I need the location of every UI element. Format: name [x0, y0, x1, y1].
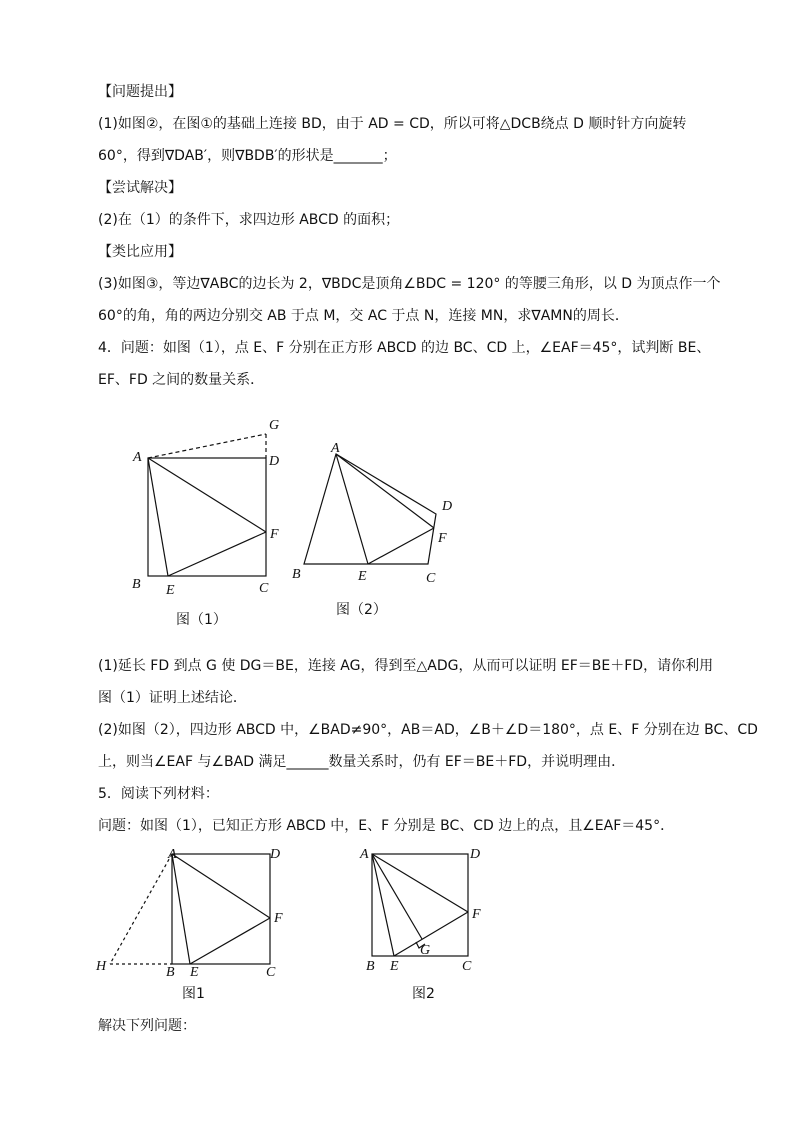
segment-af [336, 454, 434, 528]
text-line: 解决下列问题： [98, 1018, 196, 1034]
label-e: E [390, 959, 399, 974]
label-g: G [420, 943, 431, 958]
segment-af [172, 854, 270, 918]
figure-5-2 [352, 840, 532, 1005]
text-line: 上，则当∠EAF 与∠BAD 满足______数量关系时，仍有 EF＝BE＋FD，并说明理由． [98, 754, 626, 770]
label-d: D [270, 847, 281, 862]
segment-ef [368, 528, 434, 564]
text-line: (1)如图②，在图①的基础上连接 BD，由于 AD = CD，所以可将△DCB绕点 D 顺时针方向旋转 [98, 116, 687, 132]
figure-caption: 图（1） [176, 612, 227, 628]
segment-ef [168, 532, 266, 576]
label-b: B [166, 965, 175, 980]
section-heading-problem: 【问题提出】 [98, 84, 182, 100]
label-a: A [360, 847, 369, 862]
segment-ag [372, 854, 422, 939]
figure-caption: 图2 [412, 986, 435, 1002]
text-line: EF、FD 之间的数量关系． [98, 372, 265, 388]
question-4-heading: 4．问题：如图（1），点 E、F 分别在正方形 ABCD 的边 BC、CD 上，∠EAF＝45°，试判断 BE、 [98, 340, 711, 356]
label-e: E [358, 569, 367, 584]
label-c: C [426, 571, 436, 586]
label-f: F [472, 907, 481, 922]
segment-ag-dashed [148, 434, 266, 458]
figure-caption: 图1 [182, 986, 205, 1002]
label-b: B [132, 577, 141, 592]
label-c: C [259, 581, 269, 596]
label-b: B [292, 567, 301, 582]
section-heading-attempt: 【尝试解决】 [98, 180, 182, 196]
label-c: C [462, 959, 472, 974]
segment-af [148, 458, 266, 532]
label-h: H [96, 959, 107, 974]
question-5-heading: 5．阅读下列材料： [98, 786, 219, 802]
label-d: D [470, 847, 481, 862]
text-line: 问题：如图（1），已知正方形 ABCD 中，E、F 分别是 BC、CD 边上的点，且∠EAF＝45°． [98, 818, 675, 834]
text-line: (1)延长 FD 到点 G 使 DG＝BE，连接 AG，得到至△ADG，从而可以证明 EF＝BE＋FD，请你利用 [98, 658, 714, 674]
label-e: E [190, 965, 199, 980]
segment-ah-dashed [110, 854, 172, 964]
quadrilateral-abcd [304, 454, 436, 564]
segment-ae [172, 854, 190, 964]
text-line: (2)如图（2），四边形 ABCD 中，∠BAD≠90°，AB＝AD，∠B＋∠D＝180°，点 E、F 分别在边 BC、CD [98, 722, 758, 738]
figure-4-2 [286, 430, 466, 620]
label-f: F [438, 531, 447, 546]
segment-ae [148, 458, 168, 576]
text-line: (2)在（1）的条件下，求四边形 ABCD 的面积； [98, 212, 400, 228]
label-f: F [270, 527, 279, 542]
segment-ef [394, 912, 468, 956]
label-g: G [269, 418, 280, 433]
label-d: D [269, 454, 280, 469]
label-a: A [168, 847, 177, 862]
segment-ae [372, 854, 394, 956]
label-f: F [274, 911, 283, 926]
text-line: 60°的角，角的两边分别交 AB 于点 M，交 AC 于点 N，连接 MN，求∇AMN的周长． [98, 308, 629, 324]
segment-ef [190, 918, 270, 964]
label-b: B [366, 959, 375, 974]
label-c: C [266, 965, 276, 980]
label-e: E [166, 583, 175, 598]
label-a: A [133, 450, 142, 465]
section-heading-analogy: 【类比应用】 [98, 244, 182, 260]
figure-caption: 图（2） [336, 602, 387, 618]
figure-5-1 [92, 840, 302, 1005]
label-d: D [442, 499, 453, 514]
text-line: 图（1）证明上述结论． [98, 690, 247, 706]
text-line: 60°，得到∇DAB′，则∇BDB′的形状是_______； [98, 148, 397, 164]
figure-4-1 [120, 412, 300, 632]
text-line: (3)如图③，等边∇ABC的边长为 2，∇BDC是顶角∠BDC = 120° 的等腰三角形，以 D 为顶点作一个 [98, 276, 721, 292]
label-a: A [331, 441, 340, 456]
segment-af [372, 854, 468, 912]
